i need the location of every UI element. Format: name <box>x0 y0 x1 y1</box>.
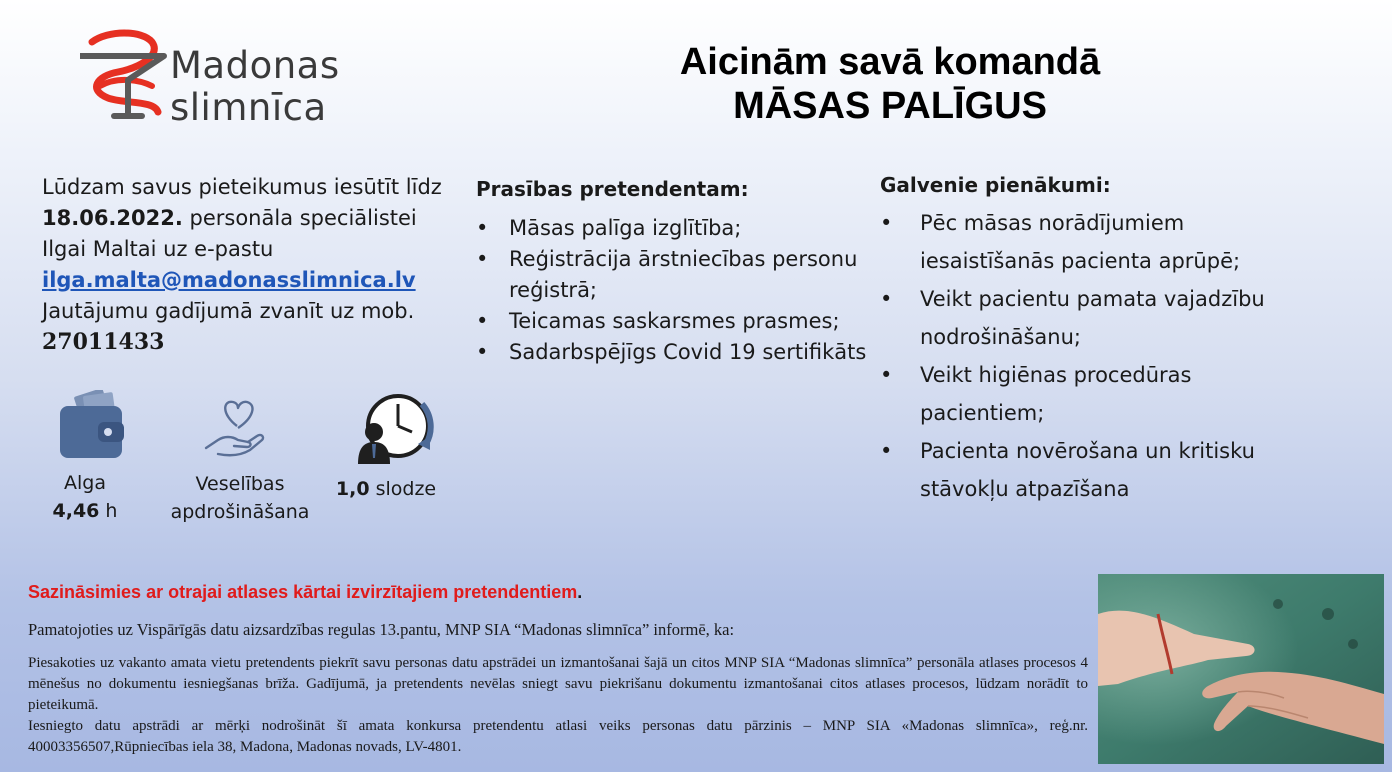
list-item: • Māsas palīga izglītība; <box>476 216 742 240</box>
deadline-recipient: personāla speciālistei <box>182 206 417 230</box>
list-item: • Sadarbspējīgs Covid 19 sertifikāts <box>476 340 867 364</box>
hospital-logo <box>78 28 368 128</box>
list-item: • Teicamas saskarsmes prasmes; <box>476 309 840 333</box>
title-line2: MĀSAS PALĪGUS <box>733 85 1047 127</box>
application-info <box>42 172 462 358</box>
salary-value: 4,46 <box>52 500 100 522</box>
caring-hands-photo <box>1098 574 1384 764</box>
gdpr-paragraph: Piesakoties uz vakanto amata vietu pretendents piekrīt savu personas datu apstrādei un izmantošanai šajā un citos MNP SIA “Madonas slimnīca” personāla atlases procesos 4 mēnešus no dokumentu iesniegšanas brīža. Gadījumā, ja pretendents nevēlas sniegt savu piekrišanu dokumentu izmantošanai citos atlases procesos, lūdzam norādīt to pieteikumā. <box>28 655 1088 713</box>
list-item: • Pacienta novērošana un kritisku stāvokļu atpazīšana <box>880 439 1255 501</box>
hospital-logo-icon <box>78 28 168 128</box>
list-item: • Veikt pacientu pamata vajadzību nodrošināšanu; <box>880 287 1265 349</box>
list-item: • Veikt higiēnas procedūras pacientiem; <box>880 363 1192 425</box>
title-line1: Aicinām savā komandā <box>679 41 1101 83</box>
logo-text-line2: slimnīca <box>170 86 327 129</box>
logo-text-line1: Madonas <box>170 44 340 87</box>
recipient-line: Ilgai Maltai uz e-pastu <box>42 237 274 261</box>
heart-hand-icon <box>204 396 266 462</box>
gdpr-intro: Pamatojoties uz Vispārīgās datu aizsardzības regulas 13.pantu, MNP SIA “Madonas slimnīca” informē, ka: <box>28 620 735 639</box>
page-title <box>560 40 1220 128</box>
email-link[interactable]: ilga.malta@madonasslimnica.lv <box>42 268 416 292</box>
gdpr-paragraph: Iesniegto datu apstrādi ar mērķi nodrošināt šī amata konkursa pretendentu atlasi veiks personas datu pārzinis – MNP SIA «Madonas slimnīca», reģ.nr. 40003356507,Rūpniecības iela 38, Madona, Madonas novads, LV-4801. <box>28 718 1088 755</box>
phone-number: 27011433 <box>42 329 165 355</box>
requirements-title: Prasības pretendentam: <box>476 177 749 201</box>
deadline-date: 18.06.2022. <box>42 206 183 230</box>
gdpr-text <box>28 653 1088 758</box>
deadline-line <box>42 203 462 234</box>
list-item: • Reģistrācija ārstniecības personu reģistrā; <box>476 247 858 302</box>
duties-section <box>880 170 1300 508</box>
duties-title: Galvenie pienākumi: <box>880 173 1111 197</box>
list-item: • Pēc māsas norādījumiem iesaistīšanās pacienta aprūpē; <box>880 211 1241 273</box>
insurance-caption: Veselības apdrošināšana <box>170 473 310 523</box>
apply-instructions: Lūdzam savus pieteikumus iesūtīt līdz <box>42 175 442 199</box>
workload-caption: 1,0 slodze <box>335 478 437 500</box>
workload-value: 1,0 <box>335 478 370 500</box>
clock-person-icon <box>356 392 434 464</box>
phone-instructions: Jautājumu gadījumā zvanīt uz mob. <box>42 299 415 323</box>
salary-caption: Alga 4,46 h <box>52 472 118 522</box>
requirements-section <box>476 174 876 368</box>
selection-note: Sazināsimies ar otrajai atlases kārtai izvirzītajiem pretendentiem. <box>28 582 583 602</box>
wallet-icon <box>58 390 126 460</box>
